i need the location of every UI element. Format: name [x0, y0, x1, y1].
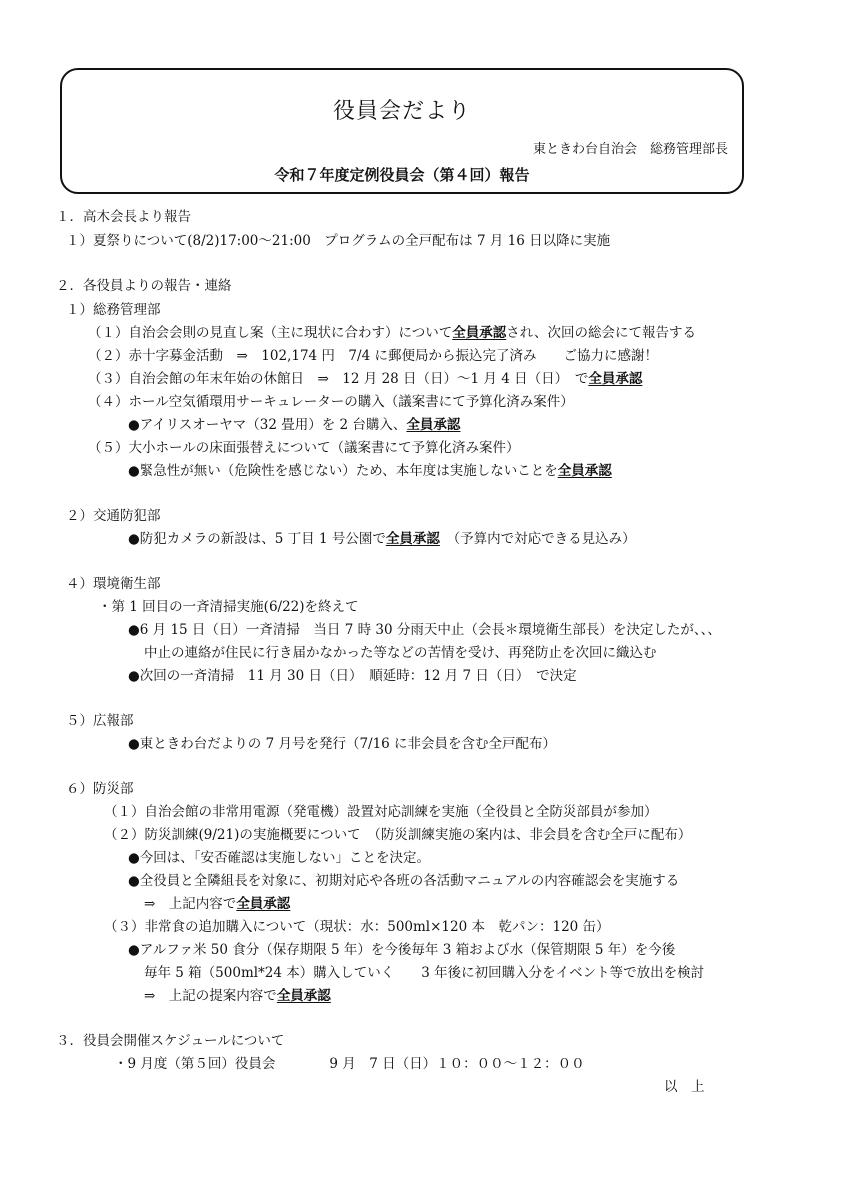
approval-mark: 全員承認: [385, 531, 440, 547]
section-heading: ３．役員会開催スケジュールについて: [56, 1033, 285, 1049]
organization-name: 東ときわ台自治会 総務管理部長: [532, 142, 728, 157]
line-text: （１）自治会会則の見直し案（主に現状に合わす）について: [88, 325, 453, 341]
report-line: ・第 1 回目の一斉清掃実施(6/22)を終えて: [98, 599, 359, 615]
line-text: （３）自治会館の年末年始の休館日 ⇒ 12 月 28 日（日）～1 月 4 日（日） で: [88, 371, 589, 387]
line-text: ●アイリスオーヤマ（32 畳用）を 2 台購入、: [128, 417, 407, 433]
report-line: （１）自治会館の非常用電源（発電機）設置対応訓練を実施（全役員と全防災部員が参加）: [104, 804, 658, 820]
approval-mark: 全員承認: [557, 463, 612, 479]
approval-mark: 全員承認: [588, 371, 643, 387]
report-line: 中止の連絡が住民に行き届かなかった等などの苦情を受け、再発防止を次回に織込む: [144, 645, 657, 661]
report-line: ●6 月 15 日（日）一斉清掃 当日 7 時 30 分雨天中止（会長＊環境衛生部長）を決定したが、、、: [128, 622, 721, 638]
line-text: （予算内で対応できる見込み）: [439, 531, 636, 547]
schedule-line: ・9 月度（第５回）役員会 9 月 7 日（日）１０：００～１２：００: [114, 1056, 585, 1072]
approval-mark: 全員承認: [276, 988, 331, 1004]
report-line: （３）非常食の追加購入について（現状：水：500ml×120 本 乾パン：120 缶）: [104, 919, 610, 935]
subsection-heading: １）総務管理部: [66, 302, 161, 318]
report-line: （２）防災訓練(9/21)の実施概要について （防災訓練実施の案内は、非会員を含む全戸に配布）: [104, 827, 692, 843]
report-line: [128, 462, 612, 480]
header-box: [60, 68, 744, 194]
line-text: ●緊急性が無い（危険性を感じない）ため、本年度は実施しないことを: [128, 463, 558, 479]
report-line: （２）赤十字募金活動 ⇒ 102,174 円 7/4 に郵便局から振込完了済み ご協力に感謝！: [88, 348, 658, 364]
report-line: [88, 370, 642, 388]
report-line: （５）大小ホールの床面張替えについて（議案書にて予算化済み案件）: [88, 440, 520, 456]
line-text: ⇒ 上記内容で: [144, 896, 237, 912]
approval-mark: 全員承認: [406, 417, 461, 433]
section-heading: １．高木会長より報告: [56, 209, 191, 225]
approval-mark: 全員承認: [236, 896, 291, 912]
subsection-heading: ６）防災部: [66, 781, 134, 797]
report-line: ●全役員と全隣組長を対象に、初期対応や各班の各活動マニュアルの内容確認会を実施する: [128, 873, 680, 889]
line-text: され、次回の総会にて報告する: [506, 325, 697, 341]
report-line: [144, 987, 331, 1005]
closing-mark: 以 上: [664, 1079, 705, 1095]
report-line: ●アルファ米 50 食分（保存期限 5 年）を今後毎年 3 箱および水（保管期限 5 年）を今後: [128, 942, 676, 958]
approval-mark: 全員承認: [452, 325, 507, 341]
document-title: 役員会だより: [332, 99, 471, 124]
section-heading: ２．各役員よりの報告・連絡: [56, 278, 232, 294]
report-line: [88, 324, 696, 342]
subsection-heading: ２）交通防犯部: [66, 508, 161, 524]
report-line: [128, 416, 460, 434]
line-text: ●防犯カメラの新設は、5 丁目 1 号公園で: [128, 531, 386, 547]
report-line: 毎年 5 箱（500ml*24 本）購入していく 3 年後に初回購入分をイベント等で放出を検討: [144, 965, 705, 981]
report-line: ●東ときわ台だよりの 7 月号を発行（7/16 に非会員を含む全戸配布）: [128, 736, 557, 752]
report-line: [144, 895, 290, 913]
report-line: （４）ホール空気循環用サーキュレーターの購入（議案書にて予算化済み案件）: [88, 394, 574, 410]
report-line: [128, 530, 636, 548]
subsection-heading: ５）広報部: [66, 713, 134, 729]
report-line: １）夏祭りについて(8/2)17:00～21:00 プログラムの全戸配布は 7 月 16 日以降に実施: [66, 233, 611, 249]
line-text: ⇒ 上記の提案内容で: [144, 988, 277, 1004]
document-subtitle: 令和７年度定例役員会（第４回）報告: [274, 166, 530, 184]
subsection-heading: ４）環境衛生部: [66, 576, 161, 592]
report-line: ●次回の一斉清掃 11 月 30 日（日） 順延時：12 月 7 日（日） で決定: [128, 668, 577, 684]
report-line: ●今回は、「安否確認は実施しない」ことを決定。: [128, 850, 431, 866]
